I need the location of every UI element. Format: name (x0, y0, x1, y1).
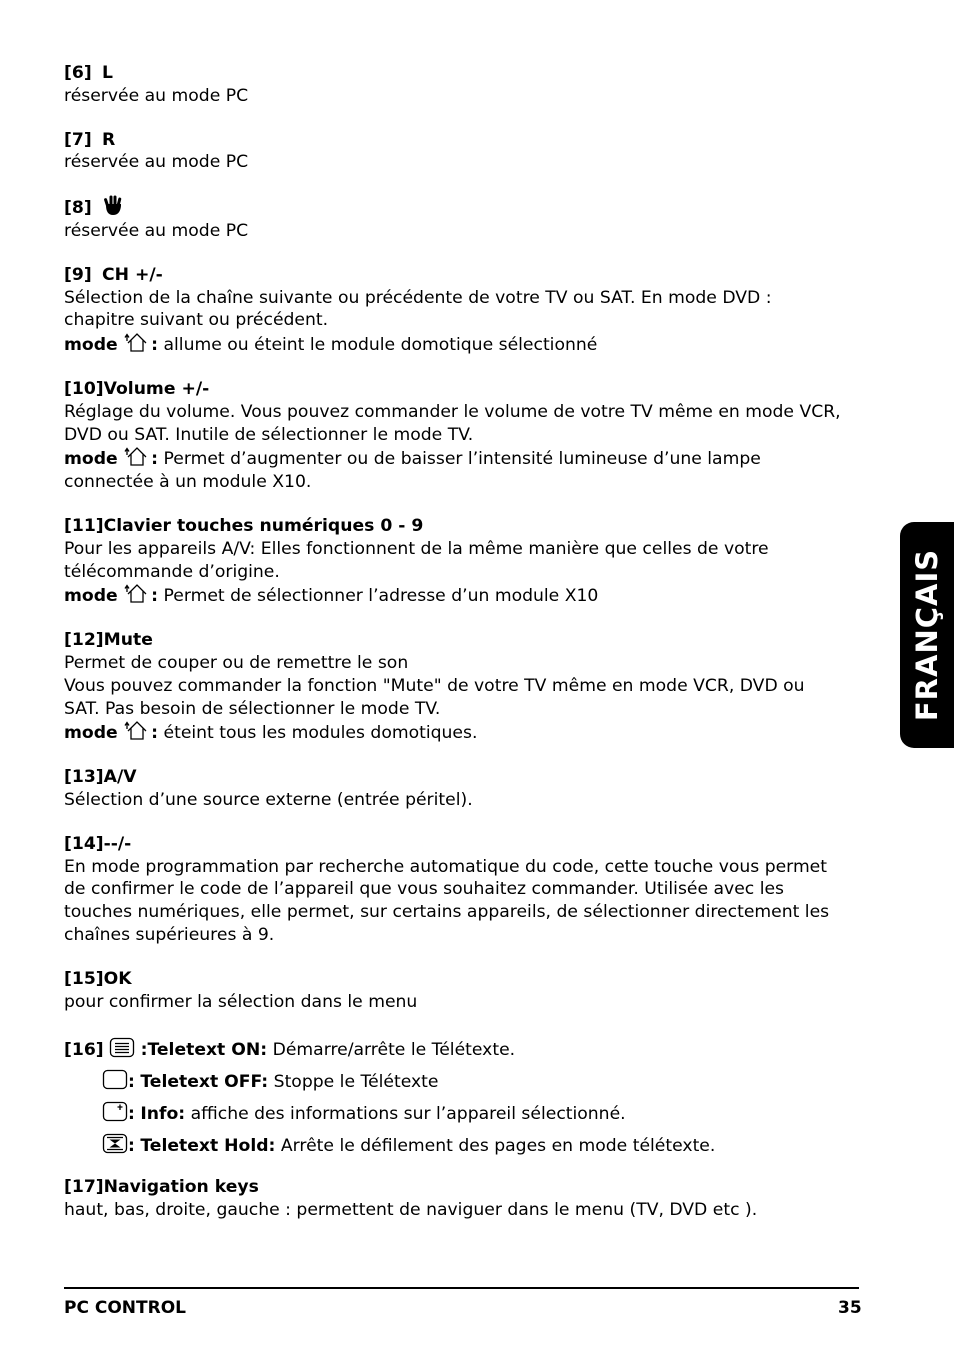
section-title: Mute (103, 630, 153, 651)
section-title: Clavier touches numériques 0 - 9 (103, 515, 424, 536)
section-17 (64, 1176, 864, 1222)
section-text: réservée au mode PC (64, 85, 249, 106)
section-text: pour confirmer la sélection dans le menu (64, 991, 418, 1012)
teletext-label: Teletext OFF: (140, 1072, 269, 1093)
section-number: [11] (64, 515, 104, 536)
section-title: R (102, 129, 116, 150)
house-icon (123, 332, 151, 353)
teletext-sep: : (128, 1072, 135, 1093)
section-text: touches numériques, elle permet, sur certains appareils, de sélectionner directement les (64, 902, 830, 923)
section-10 (64, 378, 864, 494)
section-8 (64, 195, 864, 243)
mode-text: connectée à un module X10. (64, 472, 312, 493)
section-text: Réglage du volume. Vous pouvez commander le volume de votre TV même en mode VCR, (64, 401, 841, 422)
section-text: Permet de couper ou de remettre le son (64, 652, 409, 673)
section-text: DVD ou SAT. Inutile de sélectionner le mode TV. (64, 424, 474, 445)
section-text: Sélection de la chaîne suivante ou précédente de votre TV ou SAT. En mode DVD : (64, 287, 772, 308)
section-number: [17] (64, 1177, 104, 1198)
section-number: [14] (64, 833, 104, 854)
teletext-on-icon (109, 1037, 135, 1058)
section-title: Navigation keys (103, 1177, 259, 1198)
section-number: [6] (64, 63, 92, 83)
section-text: haut, bas, droite, gauche : permettent de naviguer dans le menu (TV, DVD etc ). (64, 1200, 758, 1221)
mode-sep: : (151, 586, 159, 607)
teletext-sep: : (128, 1104, 135, 1125)
teletext-off-icon (102, 1069, 128, 1090)
teletext-desc: affiche des informations sur l’appareil sélectionné. (190, 1104, 626, 1125)
mode-label: mode (64, 335, 118, 356)
section-9 (64, 264, 864, 357)
language-tab-label: FRANÇAIS (910, 548, 944, 722)
language-tab (900, 522, 954, 748)
mode-text: allume ou éteint le module domotique sélectionné (163, 335, 598, 356)
mode-label: mode (64, 723, 118, 744)
mode-text: éteint tous les modules domotiques. (163, 723, 478, 744)
section-title: A/V (103, 767, 137, 788)
footer-title: PC CONTROL (64, 1298, 186, 1318)
section-13 (64, 766, 864, 812)
section-11 (64, 515, 864, 608)
mode-label: mode (64, 449, 118, 470)
section-title: Volume +/- (103, 378, 210, 399)
teletext-sep: : (128, 1136, 135, 1157)
house-icon (123, 446, 151, 467)
section-text: réservée au mode PC (64, 220, 249, 241)
footer-rule (64, 1287, 859, 1289)
section-text: En mode programmation par recherche automatique du code, cette touche vous permet (64, 856, 827, 877)
section-text: chaînes supérieures à 9. (64, 924, 275, 945)
house-icon (123, 583, 151, 604)
section-text: de confirmer le code de l’appareil que vous souhaitez commander. Utilisée avec les (64, 879, 785, 900)
teletext-desc: Démarre/arrête le Télétexte. (272, 1040, 516, 1061)
section-number: [7] (64, 129, 92, 150)
teletext-desc: Arrête le défilement des pages en mode télétexte. (280, 1136, 716, 1157)
section-text: SAT. Pas besoin de sélectionner le mode TV. (64, 698, 441, 719)
section-15 (64, 968, 864, 1014)
section-16 (64, 1034, 864, 1162)
mode-sep: : (151, 723, 159, 744)
mode-text: Permet de sélectionner l’adresse d’un module X10 (163, 586, 599, 607)
house-icon (123, 720, 151, 741)
page-content (64, 62, 864, 1243)
section-text: chapitre suivant ou précédent. (64, 310, 329, 331)
section-text: Sélection d’une source externe (entrée péritel). (64, 789, 473, 810)
section-7 (64, 129, 864, 175)
section-6 (64, 62, 864, 108)
section-14 (64, 833, 864, 947)
page-number: 35 (838, 1298, 862, 1318)
section-12 (64, 629, 864, 745)
teletext-sep: : (140, 1040, 148, 1061)
section-number: [15] (64, 968, 104, 989)
section-number: [12] (64, 630, 104, 651)
teletext-label: Info: (140, 1104, 186, 1125)
hand-icon (102, 195, 124, 216)
mode-sep: : (151, 449, 159, 470)
section-text: Pour les appareils A/V: Elles fonctionnent de la même manière que celles de votre (64, 538, 769, 559)
info-icon (102, 1101, 128, 1122)
section-title: --/- (103, 833, 132, 854)
section-number: [8] (64, 198, 92, 219)
teletext-desc: Stoppe le Télétexte (273, 1072, 439, 1093)
section-text: Vous pouvez commander la fonction "Mute" de votre TV même en mode VCR, DVD ou (64, 675, 805, 696)
mode-sep: : (151, 335, 159, 356)
section-text: réservée au mode PC (64, 152, 249, 173)
section-title: CH +/- (102, 264, 163, 285)
section-number: [16] (64, 1040, 104, 1061)
section-number: [10] (64, 378, 104, 399)
section-title: L (102, 63, 113, 83)
section-number: [13] (64, 767, 104, 788)
mode-text: Permet d’augmenter ou de baisser l’intensité lumineuse d’une lampe (163, 449, 761, 470)
teletext-label: Teletext ON: (147, 1040, 268, 1061)
section-title: OK (103, 968, 132, 989)
section-text: télécommande d’origine. (64, 561, 280, 582)
mode-label: mode (64, 586, 118, 607)
teletext-label: Teletext Hold: (140, 1136, 276, 1157)
section-number: [9] (64, 264, 92, 285)
teletext-hold-icon (102, 1133, 128, 1154)
